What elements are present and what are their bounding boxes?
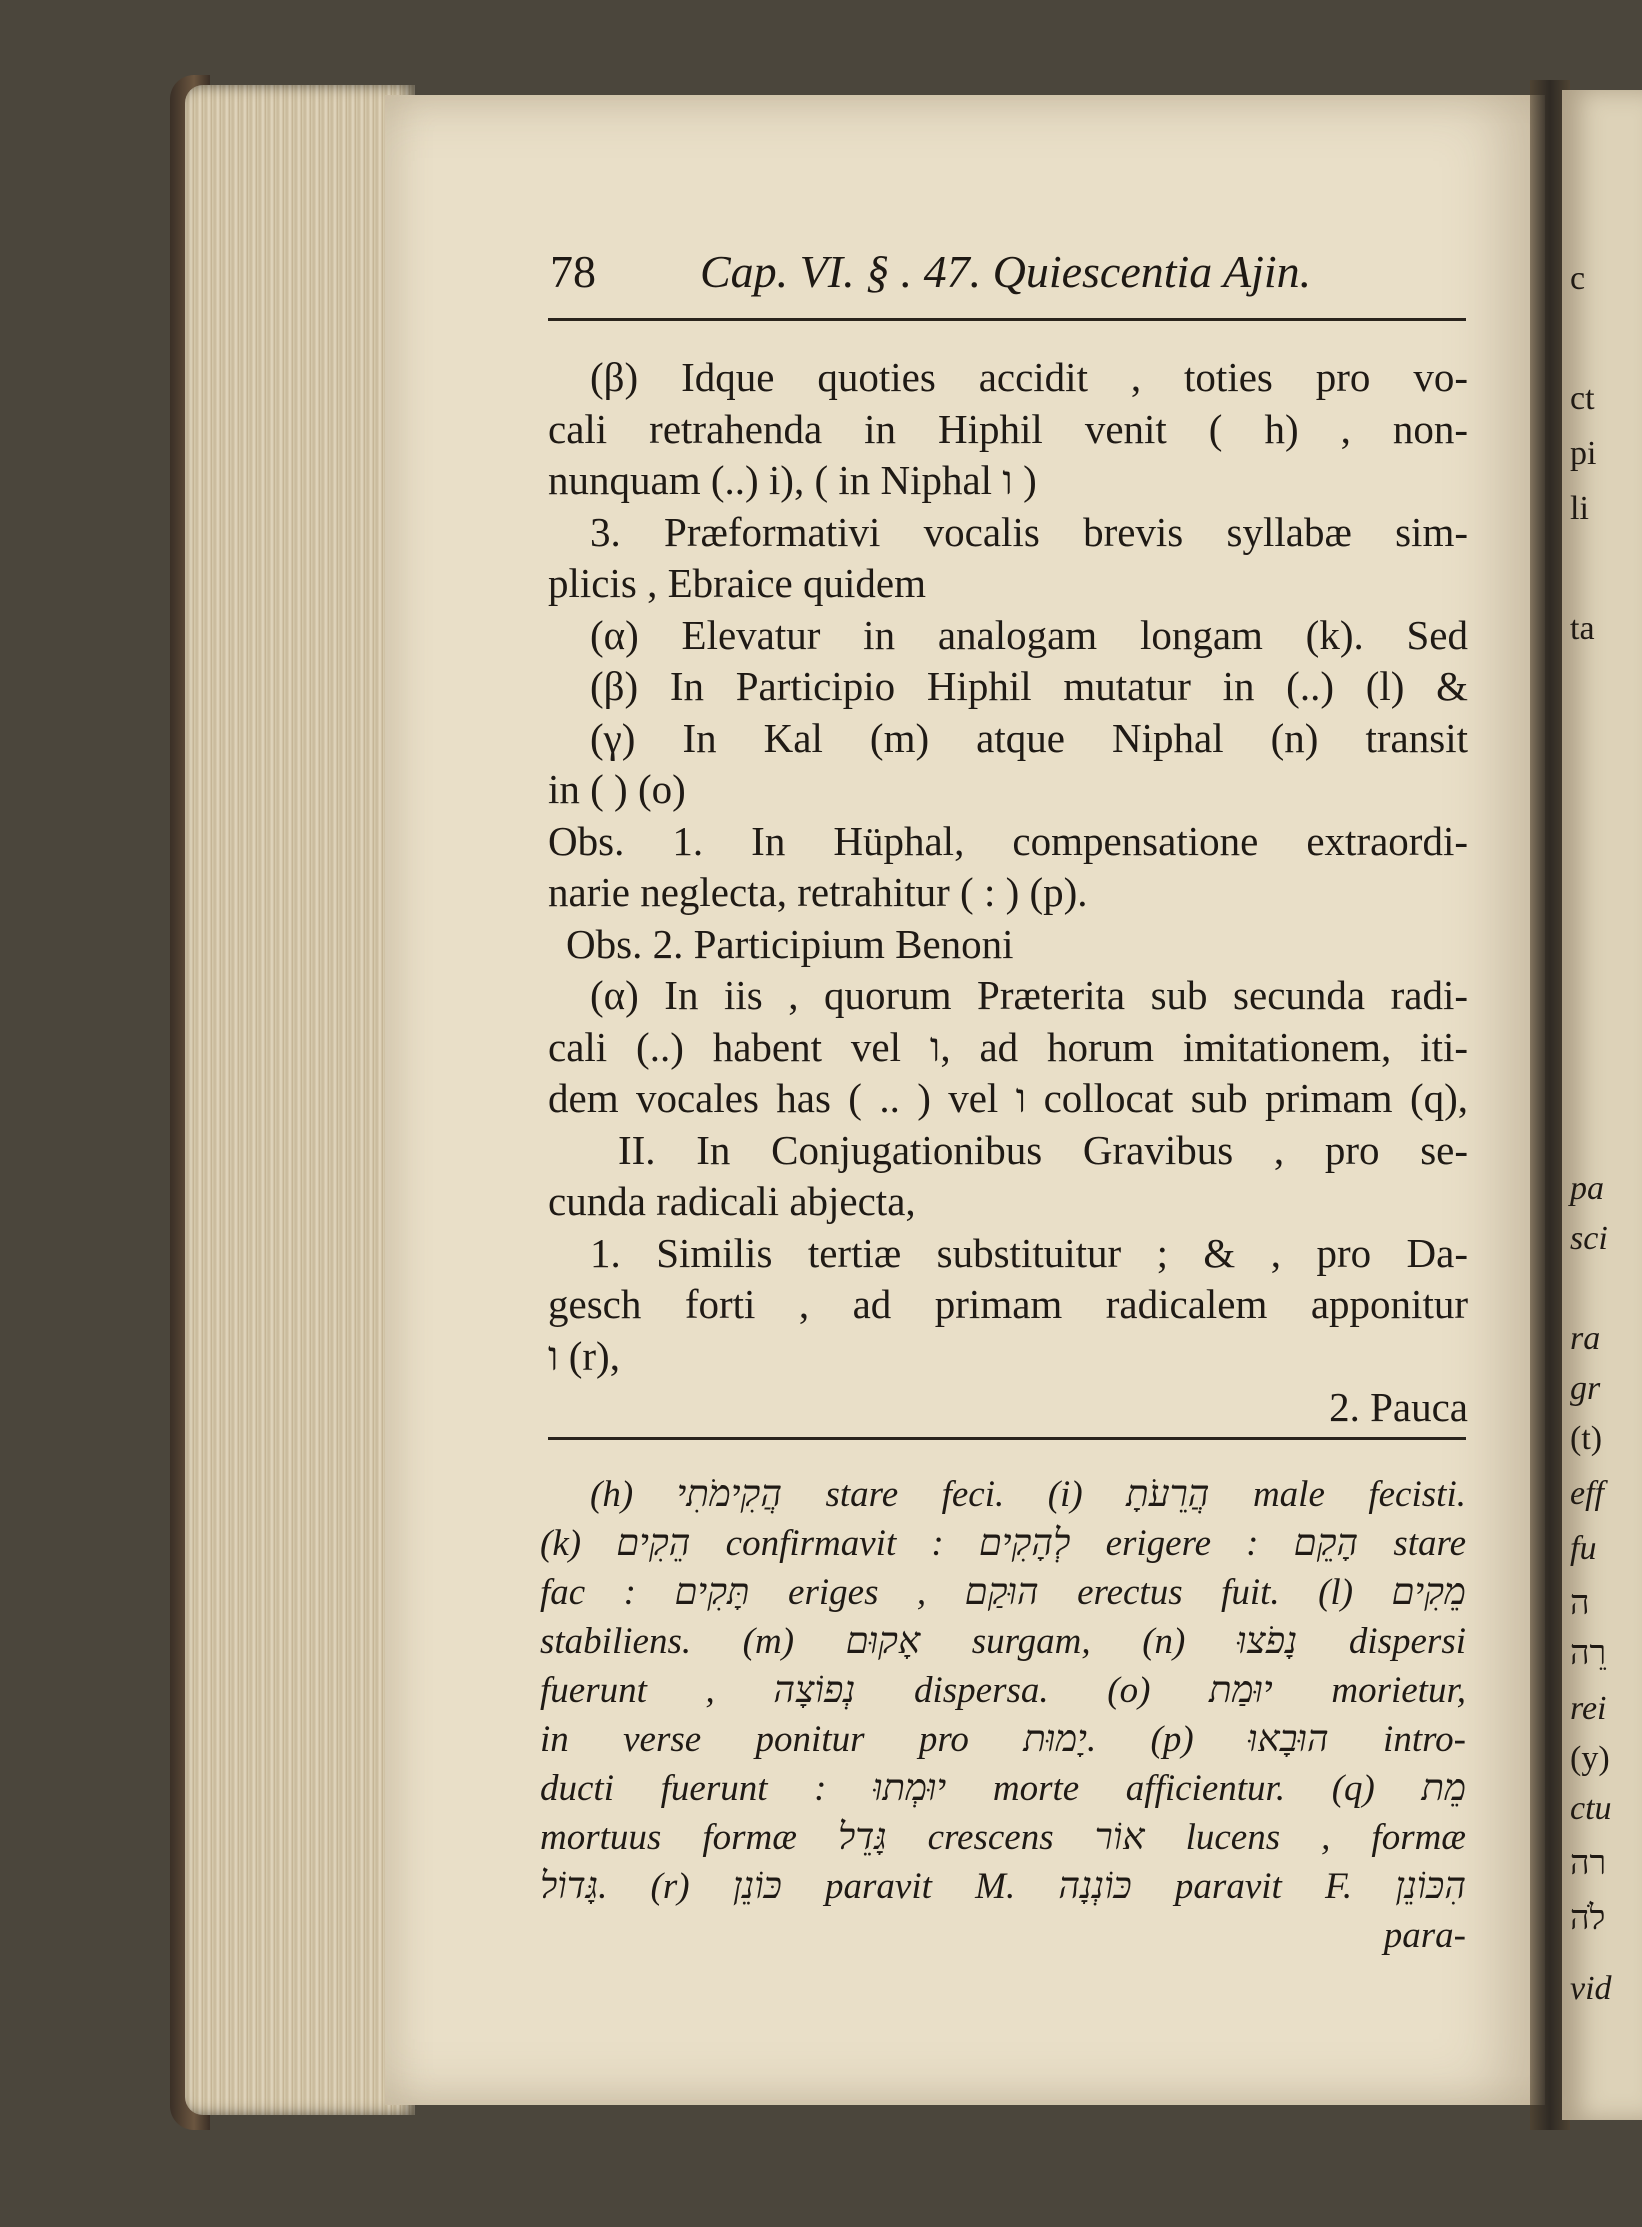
footnotes [540,1470,1466,1960]
footnote-line: fuerunt , נְפוֹצָה dispersa. (o) יוּמַת morietur, [540,1670,1466,1711]
facing-fragment: pi [1570,435,1597,472]
facing-fragment: (t) [1570,1420,1603,1457]
footnote-rule [548,1437,1466,1440]
text-line: cali retrahenda in Hiphil venit ( h) , non- [548,405,1468,452]
facing-fragment: רה [1570,1845,1607,1882]
facing-fragment: ct [1570,380,1595,417]
text-line: cali (..) habent vel ו, ad horum imitationem, iti- [548,1023,1468,1070]
text-line: (α) Elevatur in analogam longam (k). Sed [590,611,1468,658]
facing-fragment: fu [1570,1530,1597,1567]
facing-fragment: ctu [1570,1790,1612,1827]
text-line: 1. Similis tertiæ substituitur ; & , pro Da- [590,1229,1468,1276]
main-text [548,352,1468,1434]
facing-fragment: c [1570,260,1586,297]
text-line: (β) In Participio Hiphil mutatur in (..) (l) & [590,663,1468,709]
text-line: ו (r), [548,1332,620,1379]
facing-fragment: vid [1570,1970,1612,2007]
facing-page [1562,90,1642,2120]
facing-fragment: לֹה [1570,1900,1606,1937]
text-line: (β) Idque quoties accidit , toties pro vo- [590,354,1468,400]
text-line: II. In Conjugationibus Gravibus , pro se- [618,1126,1468,1173]
footnote-line: ducti fuerunt : יוּמְתוּ morte afficientur. (q) מֵת [540,1768,1466,1809]
facing-fragment: ta [1570,610,1595,647]
running-head-title: Cap. VI. § . 47. Quiescentia Ajin. [700,246,1312,297]
facing-fragment: ה [1570,1585,1590,1622]
page-block-edge [185,85,415,2115]
text-line: 3. Præformativi vocalis brevis syllabæ sim- [590,508,1468,555]
footnote-line: (h) הֲקִימֹתִי stare feci. (i) הֲרֵעֹתָ male fecisti. [590,1474,1466,1515]
text-line: in ( ) (o) [548,766,686,812]
facing-fragment: gr [1570,1370,1601,1407]
facing-fragment: pa [1570,1170,1604,1207]
facing-fragment: רֵה [1570,1635,1607,1672]
text-line: (γ) In Kal (m) atque Niphal (n) transit [590,714,1468,761]
facing-fragment: (y) [1570,1740,1610,1777]
text-line: (α) In iis , quorum Præterita sub secunda radi- [590,972,1468,1018]
footnote-line: גָּדוֹל. (r) כּוֹנֵן paravit M. כּוֹנְנָה paravit F. הִכּוֹנֵן [540,1866,1466,1907]
footnote-catchword: para- [1383,1915,1466,1956]
facing-fragment: rei [1570,1690,1607,1727]
footnote-line: fac : תָּקִים eriges , הוּקַם erectus fuit. (l) מֵקִים [540,1572,1466,1613]
text-line: Obs. 1. In Hüphal, compensatione extraordi- [548,817,1468,864]
footnote-line: mortuus formæ גָּדֵל crescens אוֹר lucens , formæ [540,1817,1466,1858]
facing-fragment: ra [1570,1320,1601,1357]
facing-fragment: sci [1570,1220,1608,1257]
text-line: gesch forti , ad primam radicalem apponitur [548,1281,1468,1327]
facing-fragment: eff [1570,1475,1604,1512]
page-number: 78 [550,246,596,297]
footnote-line: in verse ponitur pro יָמוּת. (p) הוּבָאוּ intro- [540,1719,1466,1760]
text-line: dem vocales has ( .. ) vel ו collocat sub primam (q), [548,1075,1468,1121]
text-line: narie neglecta, retrahitur ( : ) (p). [548,869,1088,915]
catchword: 2. Pauca [1329,1384,1468,1430]
running-head [550,245,1480,307]
text-line: nunquam (..) i), ( in Niphal ו ) [548,457,1037,503]
footnote-line: (k) הֵקִים confirmavit : לְהָקִים erigere : הָקֵם stare [540,1523,1466,1564]
footnote-line: stabiliens. (m) אָקוּם surgam, (n) נָפֹצוּ dispersi [540,1621,1466,1662]
text-line: plicis , Ebraice quidem [548,560,926,606]
facing-fragment: li [1570,490,1589,527]
text-line: Obs. 2. Participium Benoni [566,920,1014,967]
header-rule [548,318,1466,321]
text-line: cunda radicali abjecta, [548,1178,916,1224]
